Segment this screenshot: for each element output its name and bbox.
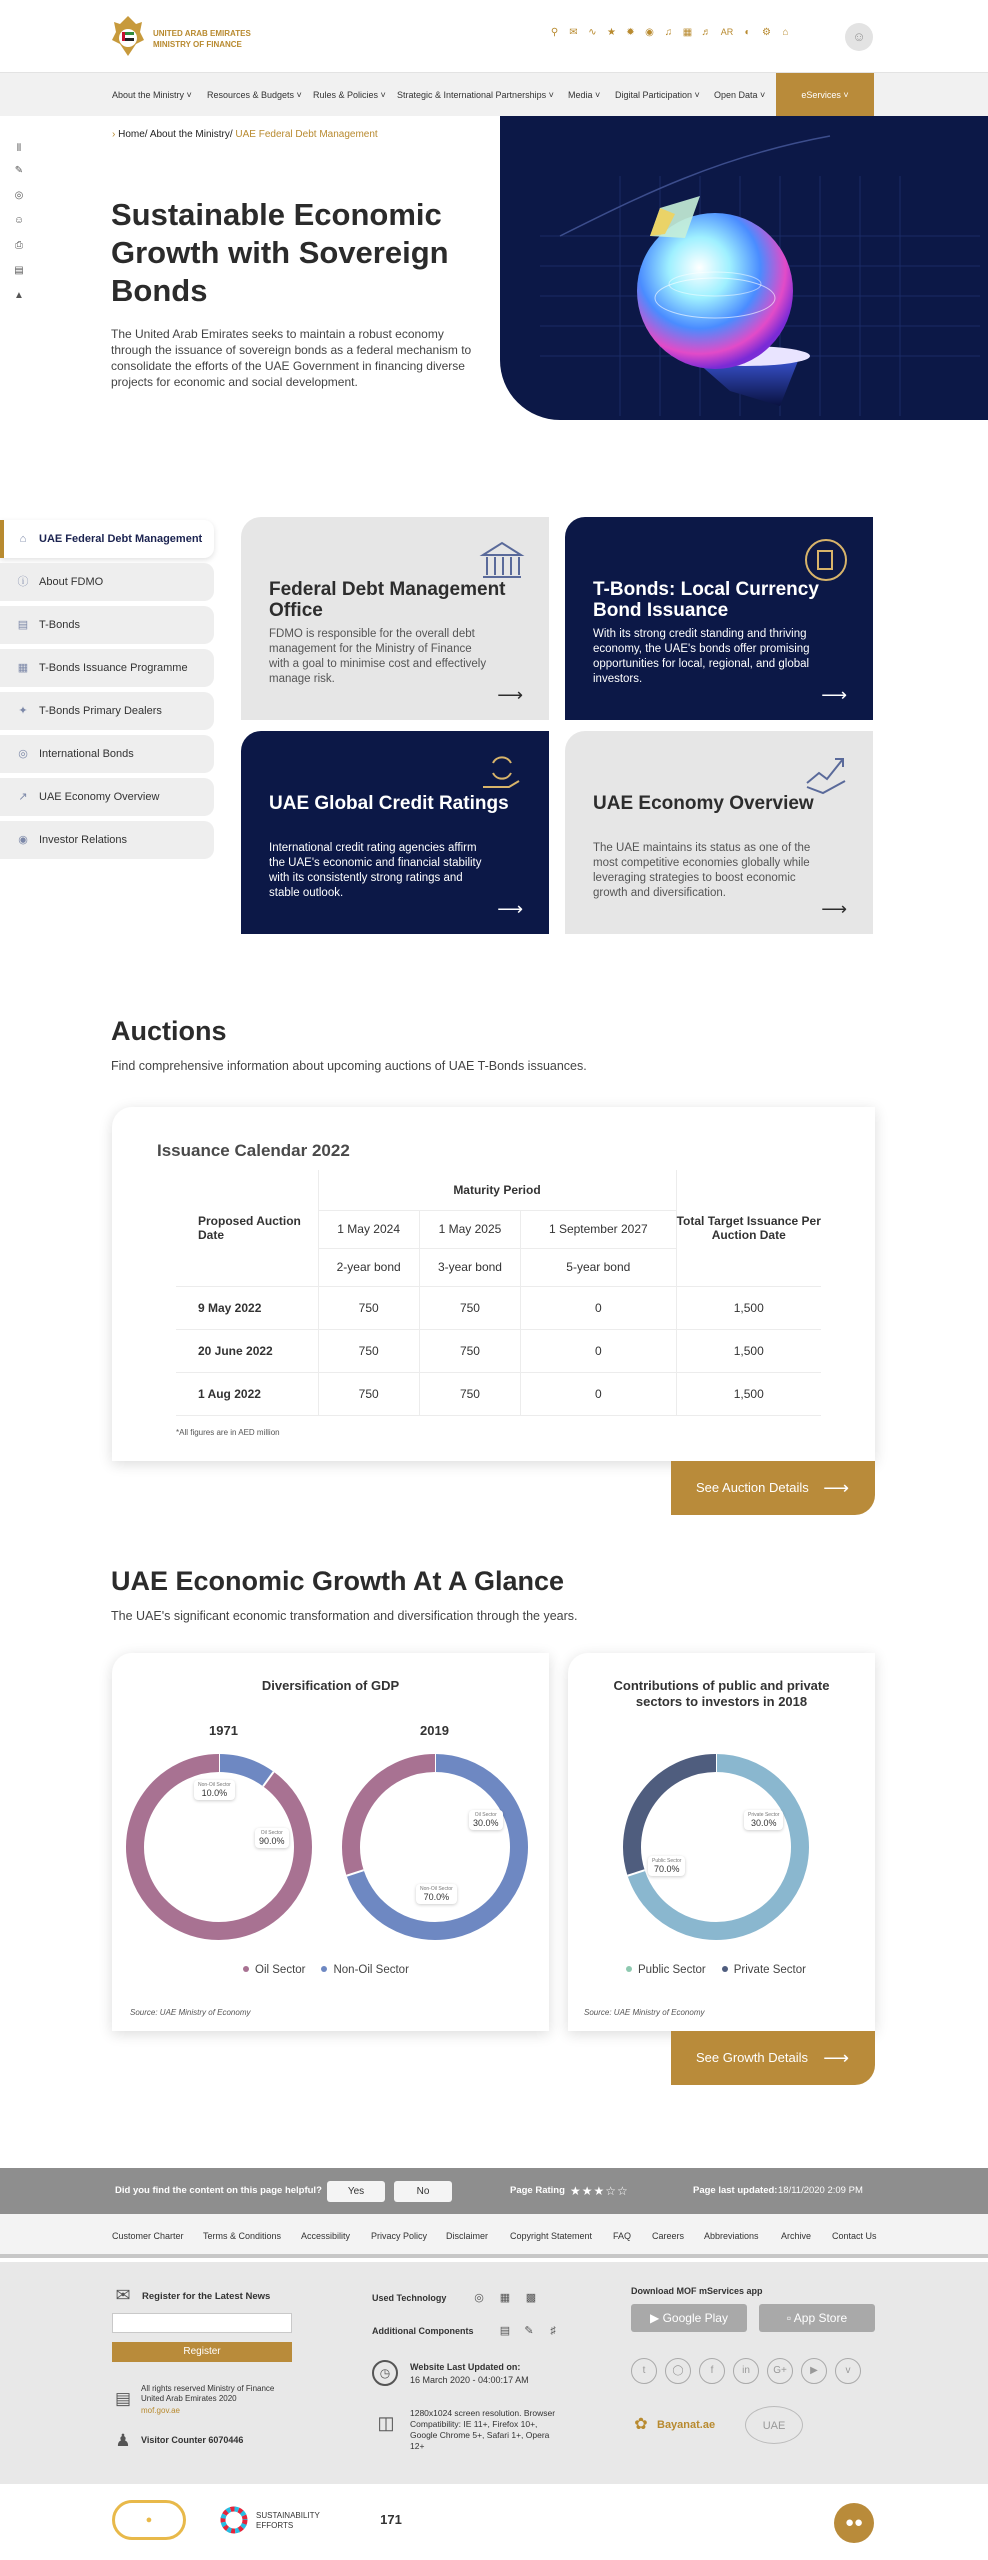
building-icon <box>479 537 525 583</box>
footer-link[interactable]: Copyright Statement <box>510 2231 593 2241</box>
card-text: The UAE maintains its status as one of the most competitive economies globally while leveraging strategies to boost economic growth and diversification. <box>593 842 811 899</box>
footer-link[interactable]: Contact Us <box>832 2231 877 2241</box>
side-menu-item[interactable] <box>0 563 214 601</box>
visitors-icon: ♟ <box>115 2431 131 2450</box>
label-value: 90.0% <box>259 1836 285 1846</box>
footer-link[interactable]: Accessibility <box>301 2231 351 2241</box>
google-play-button[interactable]: ▶ Google Play <box>631 2304 747 2332</box>
see-auction-details-button[interactable] <box>671 1461 875 1515</box>
google-play-label: Google Play <box>662 2311 728 2325</box>
side-menu-label: UAE Economy Overview <box>39 791 160 803</box>
page-rating-stars[interactable]: ★★★☆☆ <box>570 2184 629 2198</box>
value-label-2018-private <box>744 1810 783 1830</box>
donut-charts <box>112 1740 875 2000</box>
year-logo-icon: ● <box>112 2500 186 2540</box>
footer-link[interactable]: Terms & Conditions <box>203 2231 282 2241</box>
card-title: Federal Debt Management Office <box>269 579 506 621</box>
side-menu-item[interactable] <box>0 735 214 773</box>
relations-icon: ◉ <box>18 834 28 846</box>
legend-dot <box>722 1966 728 1972</box>
nav-open-data[interactable]: Open Data ˅ <box>714 90 766 100</box>
donut-slice-oil-sector[interactable] <box>351 1763 435 1873</box>
clock-icon: ◷ <box>372 2360 398 2386</box>
side-menu-item[interactable] <box>0 778 214 816</box>
breadcrumb <box>112 129 378 140</box>
sustainability-label[interactable]: SUSTAINABILITY EFFORTS <box>256 2511 320 2530</box>
uae-emblem-icon[interactable] <box>110 14 146 58</box>
label-caption: Oil Sector <box>260 1830 283 1836</box>
sound-icon[interactable]: ♫ <box>664 27 673 38</box>
side-menu-item[interactable] <box>0 520 214 558</box>
auction-date: 1 Aug 2022 <box>176 1372 318 1415</box>
used-tech-label: Used Technology <box>372 2293 447 2303</box>
language-toggle[interactable]: AR <box>720 27 734 37</box>
arrow-right-icon: ⟶ <box>823 1478 849 1498</box>
table-cell: 750 <box>419 1286 520 1329</box>
print-icon[interactable]: ⎙ <box>15 240 23 251</box>
app-store-label: App Store <box>793 2311 848 2325</box>
contrib-chart-title: Contributions of public and private sectors to investors in 2018 <box>613 1678 830 1709</box>
arrow-right-icon[interactable]: ⟶ <box>821 685 847 705</box>
footer-link[interactable]: Customer Charter <box>112 2231 184 2241</box>
donut-2018-contrib <box>628 1754 800 1931</box>
chart-source: Source: UAE Ministry of Economy <box>584 2008 705 2017</box>
maturity-date: 1 September 2027 <box>521 1210 676 1248</box>
card-title: UAE Economy Overview <box>593 793 814 814</box>
label-caption: Non-Oil Sector <box>420 1886 453 1892</box>
linkedin-icon[interactable]: in <box>733 2358 759 2384</box>
header-tools <box>548 26 792 39</box>
legend-private: Private Sector <box>733 1964 806 1976</box>
card-economy-overview[interactable] <box>565 731 873 934</box>
year-label: 2019 <box>420 1723 449 1738</box>
card-tbonds[interactable] <box>565 517 873 720</box>
table-cell: 1,500 <box>676 1286 821 1329</box>
globe-icon: ◎ <box>18 748 28 760</box>
tawasul-logo-icon[interactable]: 171 <box>380 2512 402 2527</box>
auctions-title: Auctions <box>111 1016 227 1046</box>
growth-chart-icon <box>803 751 849 797</box>
calendar-icon: ▤ <box>114 2389 132 2408</box>
nav-rules-policies[interactable]: Rules & Policies ˅ <box>313 90 386 100</box>
table-cell: 0 <box>521 1286 676 1329</box>
card-fdmo[interactable] <box>241 517 549 720</box>
table-cell: 1,500 <box>676 1372 821 1415</box>
table-cell: 750 <box>318 1372 419 1415</box>
settings-icon[interactable]: ✹ <box>626 27 635 38</box>
gdp-chart-title: Diversification of GDP <box>261 1678 400 1693</box>
listen-icon[interactable]: ◎ <box>14 190 24 201</box>
breadcrumb-current: UAE Federal Debt Management <box>235 129 378 140</box>
page-updated-value: 18/11/2020 2:09 PM <box>778 2185 863 2196</box>
youtube-icon[interactable]: ▶ <box>801 2358 827 2384</box>
donut-slice-non-oil-sector[interactable] <box>219 1763 268 1779</box>
info-icon: ⓘ <box>17 576 29 588</box>
side-menu-label: UAE Federal Debt Management <box>39 533 203 545</box>
side-menu-label: T-Bonds Primary Dealers <box>39 705 162 717</box>
facebook-icon[interactable]: f <box>699 2358 725 2384</box>
footer-link[interactable]: Archive <box>781 2231 812 2241</box>
table-cell: 0 <box>521 1372 676 1415</box>
value-label-2019-nonoil <box>416 1884 457 1904</box>
mail-icon[interactable]: ✉ <box>569 27 578 38</box>
value-label-1971-nonoil <box>194 1780 235 1800</box>
register-button[interactable]: Register <box>112 2342 292 2362</box>
bond-document-icon <box>803 537 849 583</box>
side-menu-label: T-Bonds <box>39 619 80 631</box>
side-menu-label: Investor Relations <box>39 834 128 846</box>
label-caption: Private Sector <box>748 1812 780 1818</box>
nav-label: Digital Participation <box>615 90 693 100</box>
dealers-icon: ✦ <box>18 705 28 717</box>
nav-label: Media <box>568 90 593 100</box>
label-value: 10.0% <box>201 1788 228 1798</box>
star-icon[interactable]: ★ <box>607 27 616 38</box>
share-icon[interactable]: ⫴ <box>16 143 22 154</box>
label-caption: Public Sector <box>652 1858 682 1864</box>
col-proposed-date: Proposed Auction Date <box>176 1170 318 1286</box>
auction-date: 20 June 2022 <box>176 1329 318 1372</box>
maturity-date: 1 May 2024 <box>318 1210 419 1248</box>
rss-icon[interactable]: ∿ <box>588 27 597 38</box>
speaker-icon[interactable]: ♬ <box>701 27 712 38</box>
col-maturity-period: Maturity Period <box>318 1170 676 1210</box>
nav-label: Open Data <box>714 90 758 100</box>
chatbot-icon[interactable]: ●● <box>834 2503 874 2543</box>
label-value: 70.0% <box>423 1892 450 1902</box>
accessibility-icon[interactable]: ♯ <box>550 2325 556 2337</box>
chevron-right-icon: › <box>112 129 116 140</box>
newsletter-mail-icon: ✉ <box>115 2285 131 2305</box>
download-app-label: Download MOF mServices app <box>631 2286 763 2296</box>
table-row <box>176 1372 821 1415</box>
arrow-right-icon[interactable]: ⟶ <box>497 685 523 705</box>
alert-bell-icon[interactable]: ▲ <box>14 290 24 301</box>
nav-label: Rules & Policies <box>313 90 379 100</box>
label-value: 70.0% <box>653 1864 680 1874</box>
main-navigation <box>0 72 988 116</box>
tech-qr-icon: ▩ <box>525 2292 537 2304</box>
bond-term: 3-year bond <box>419 1248 520 1286</box>
growth-title: UAE Economic Growth At A Glance <box>111 1566 565 1596</box>
label-value: 30.0% <box>750 1818 777 1828</box>
feedback-bar <box>0 2168 988 2214</box>
nav-label: About the Ministry <box>112 90 185 100</box>
side-menu-label: International Bonds <box>39 748 134 760</box>
side-menu-item[interactable] <box>0 606 214 644</box>
browser-compat: 1280x1024 screen resolution. Browser Compatibility: IE 11+, Firefox 10+, Google Chrome 5+, Safari 1+, Opera 12+ <box>410 2408 556 2451</box>
value-label-1971-oil <box>255 1828 289 1848</box>
side-menu-item[interactable] <box>0 692 214 730</box>
table-cell: 0 <box>521 1329 676 1372</box>
home-icon[interactable]: ⌂ <box>782 27 789 38</box>
value-label-2018-public <box>648 1856 685 1876</box>
arrow-right-icon[interactable]: ⟶ <box>497 899 523 919</box>
page-title: Sustainable Economic Growth with Sovereign Bonds <box>111 197 449 308</box>
programme-icon: ▦ <box>17 662 29 674</box>
building-icon: ⌂ <box>19 533 27 545</box>
nav-about-ministry[interactable]: About the Ministry ˅ <box>112 90 192 100</box>
legend-dot <box>321 1966 327 1972</box>
newsletter-title: Register for the Latest News <box>142 2291 271 2302</box>
auctions-subtitle: Find comprehensive information about upcoming auctions of UAE T-Bonds issuances. <box>111 1059 587 1073</box>
card-title: T-Bonds: Local Currency Bond Issuance <box>593 579 819 621</box>
card-text: FDMO is responsible for the overall debt management for the Ministry of Finance with a goal to minimise cost and effectively manage risk. <box>269 628 487 685</box>
pdf-icon[interactable]: ▤ <box>499 2325 511 2337</box>
document-icon[interactable]: ▤ <box>14 265 24 276</box>
app-store-button[interactable]: ▫ App Store <box>759 2304 875 2332</box>
table-cell: 750 <box>318 1286 419 1329</box>
uae-pass-logo-icon[interactable]: UAE <box>745 2406 803 2444</box>
footer-links <box>0 2214 988 2258</box>
bayanat-icon: ✿ <box>634 2416 648 2433</box>
org-name-line2: MINISTRY OF FINANCE <box>153 40 242 49</box>
comment-icon[interactable]: ✎ <box>14 165 24 176</box>
last-updated-label: Website Last Updated on: <box>410 2362 521 2372</box>
smile-icon[interactable]: ☺ <box>13 215 25 226</box>
contrib-legend <box>626 1964 806 1976</box>
nav-resources-budgets[interactable]: Resources & Budgets ˅ <box>207 90 302 100</box>
label-caption: Oil Sector <box>474 1812 497 1818</box>
legend-dot <box>243 1966 249 1972</box>
bond-term: 5-year bond <box>521 1248 676 1286</box>
google-plus-icon[interactable]: G+ <box>767 2358 793 2384</box>
label-caption: Non-Oil Sector <box>198 1782 231 1788</box>
chart-source: Source: UAE Ministry of Economy <box>130 2008 251 2017</box>
tech-gamepad-icon: ▦ <box>499 2292 511 2304</box>
donut-2019 <box>347 1754 519 1931</box>
domain-link[interactable]: mof.gov.ae <box>141 2406 180 2415</box>
page-rating-label: Page Rating <box>510 2185 565 2196</box>
nav-label: Resources & Budgets <box>207 90 295 100</box>
instagram-icon[interactable]: ◯ <box>665 2358 691 2384</box>
hero-description: The United Arab Emirates seeks to maintain a robust economy through the issuance of sovereign bonds as a federal mechanism to consolidate the efforts of the UAE Government in financing diverse projects for economic and social development. <box>111 327 472 389</box>
table-cell: 750 <box>419 1372 520 1415</box>
screen-icon: ◫ <box>377 2413 395 2433</box>
sdg-wheel-icon <box>220 2506 248 2534</box>
table-row <box>176 1286 821 1329</box>
hero-globe-illustration <box>500 116 988 420</box>
site-header <box>0 0 988 72</box>
issuance-calendar-table <box>176 1170 821 1416</box>
side-menu-item[interactable] <box>0 649 214 687</box>
card-credit-ratings[interactable] <box>241 731 549 934</box>
search-icon[interactable]: ⚲ <box>550 27 559 38</box>
value-label-2019-oil <box>469 1810 503 1830</box>
nav-digital-participation[interactable]: Digital Participation ˅ <box>615 90 700 100</box>
growth-subtitle: The UAE's significant economic transformation and diversification through the years. <box>111 1609 578 1623</box>
card-text: With its strong credit standing and thriving economy, the UAE's bonds offer promising opportunities for local, regional, and global investors. <box>593 628 810 685</box>
button-label: See Growth Details <box>696 2050 808 2065</box>
footer-link[interactable]: Disclaimer <box>446 2231 489 2241</box>
footer-link[interactable]: Careers <box>652 2231 685 2241</box>
card-text: International credit rating agencies affirm the UAE's economic and financial stability with its consistently strong ratings and stable outlook. <box>269 842 482 899</box>
nav-label: Strategic & International Partnerships <box>397 90 547 100</box>
page-updated-label: Page last updated: <box>693 2185 778 2196</box>
org-name-line1: UNITED ARAB EMIRATES <box>153 29 251 38</box>
bonds-icon: ▤ <box>17 619 29 631</box>
side-menu-label: T-Bonds Issuance Programme <box>39 662 188 674</box>
button-label: See Auction Details <box>696 1480 809 1495</box>
auction-date: 9 May 2022 <box>176 1286 318 1329</box>
year-label: 1971 <box>209 1723 238 1738</box>
feedback-yes-button[interactable]: Yes <box>327 2181 385 2202</box>
legend-oil: Oil Sector <box>255 1964 306 1976</box>
label-value: 30.0% <box>473 1818 499 1828</box>
breadcrumb-home[interactable]: Home/ <box>118 129 148 140</box>
see-growth-details-button[interactable] <box>671 2031 875 2085</box>
contrast-icon[interactable]: ◐ <box>744 27 751 38</box>
vimeo-icon[interactable]: v <box>835 2358 861 2384</box>
growth-icon: ↗ <box>18 791 28 803</box>
col-total-target: Total Target Issuance Per Auction Date <box>676 1170 821 1286</box>
last-updated-value: 16 March 2020 - 04:00:17 AM <box>410 2375 529 2385</box>
legend-public: Public Sector <box>638 1964 706 1976</box>
table-row <box>176 1329 821 1372</box>
eservices-button[interactable]: eServices ˅ <box>776 73 874 117</box>
breadcrumb-parent[interactable]: About the Ministry/ <box>149 129 233 140</box>
legend-dot <box>626 1966 632 1972</box>
table-cell: 1,500 <box>676 1329 821 1372</box>
footer-link[interactable]: FAQ <box>613 2231 632 2241</box>
twitter-icon[interactable]: t <box>631 2358 657 2384</box>
hero-image <box>500 116 988 420</box>
visitor-counter: Visitor Counter 6070446 <box>141 2435 244 2445</box>
footer-link[interactable]: Privacy Policy <box>371 2231 428 2241</box>
calendar-title: Issuance Calendar 2022 <box>157 1141 350 1160</box>
side-menu-item[interactable] <box>0 821 214 859</box>
feedback-no-button[interactable]: No <box>394 2181 452 2202</box>
org-name <box>153 28 251 50</box>
pen-icon[interactable]: ✎ <box>524 2325 534 2337</box>
newsletter-email-input[interactable] <box>112 2313 292 2333</box>
arrow-right-icon[interactable]: ⟶ <box>821 899 847 919</box>
chat-icon[interactable]: ◉ <box>645 27 654 38</box>
arrow-right-icon: ⟶ <box>823 2048 849 2068</box>
gear-icon[interactable]: ⚙ <box>762 27 771 38</box>
sitemap-icon[interactable]: ▦ <box>682 27 693 38</box>
bond-term: 2-year bond <box>318 1248 419 1286</box>
side-menu <box>0 520 214 864</box>
footer-link[interactable]: Abbreviations <box>704 2231 759 2241</box>
tech-globe-icon: ◎ <box>474 2292 484 2304</box>
eservices-label: eServices <box>801 90 841 100</box>
table-cell: 750 <box>419 1329 520 1372</box>
legend-nonoil: Non-Oil Sector <box>333 1964 409 1976</box>
side-menu-label: About FDMO <box>39 576 104 588</box>
figures-note: *All figures are in AED million <box>176 1428 280 1437</box>
nav-strategic-partnerships[interactable]: Strategic & International Partnerships ˅ <box>397 90 554 100</box>
card-title: UAE Global Credit Ratings <box>269 793 509 814</box>
gdp-legend <box>243 1964 409 1976</box>
hand-exchange-icon <box>479 751 525 797</box>
user-avatar[interactable]: ☺ <box>845 23 873 51</box>
nav-media[interactable]: Media ˅ <box>568 90 601 100</box>
table-cell: 750 <box>318 1329 419 1372</box>
bayanat-link[interactable]: Bayanat.ae <box>657 2419 716 2431</box>
maturity-date: 1 May 2025 <box>419 1210 520 1248</box>
additional-components-label: Additional Components <box>372 2326 474 2336</box>
rights-text: All rights reserved Ministry of Finance United Arab Emirates 2020 <box>141 2384 275 2403</box>
feedback-question: Did you find the content on this page helpful? <box>115 2185 322 2196</box>
